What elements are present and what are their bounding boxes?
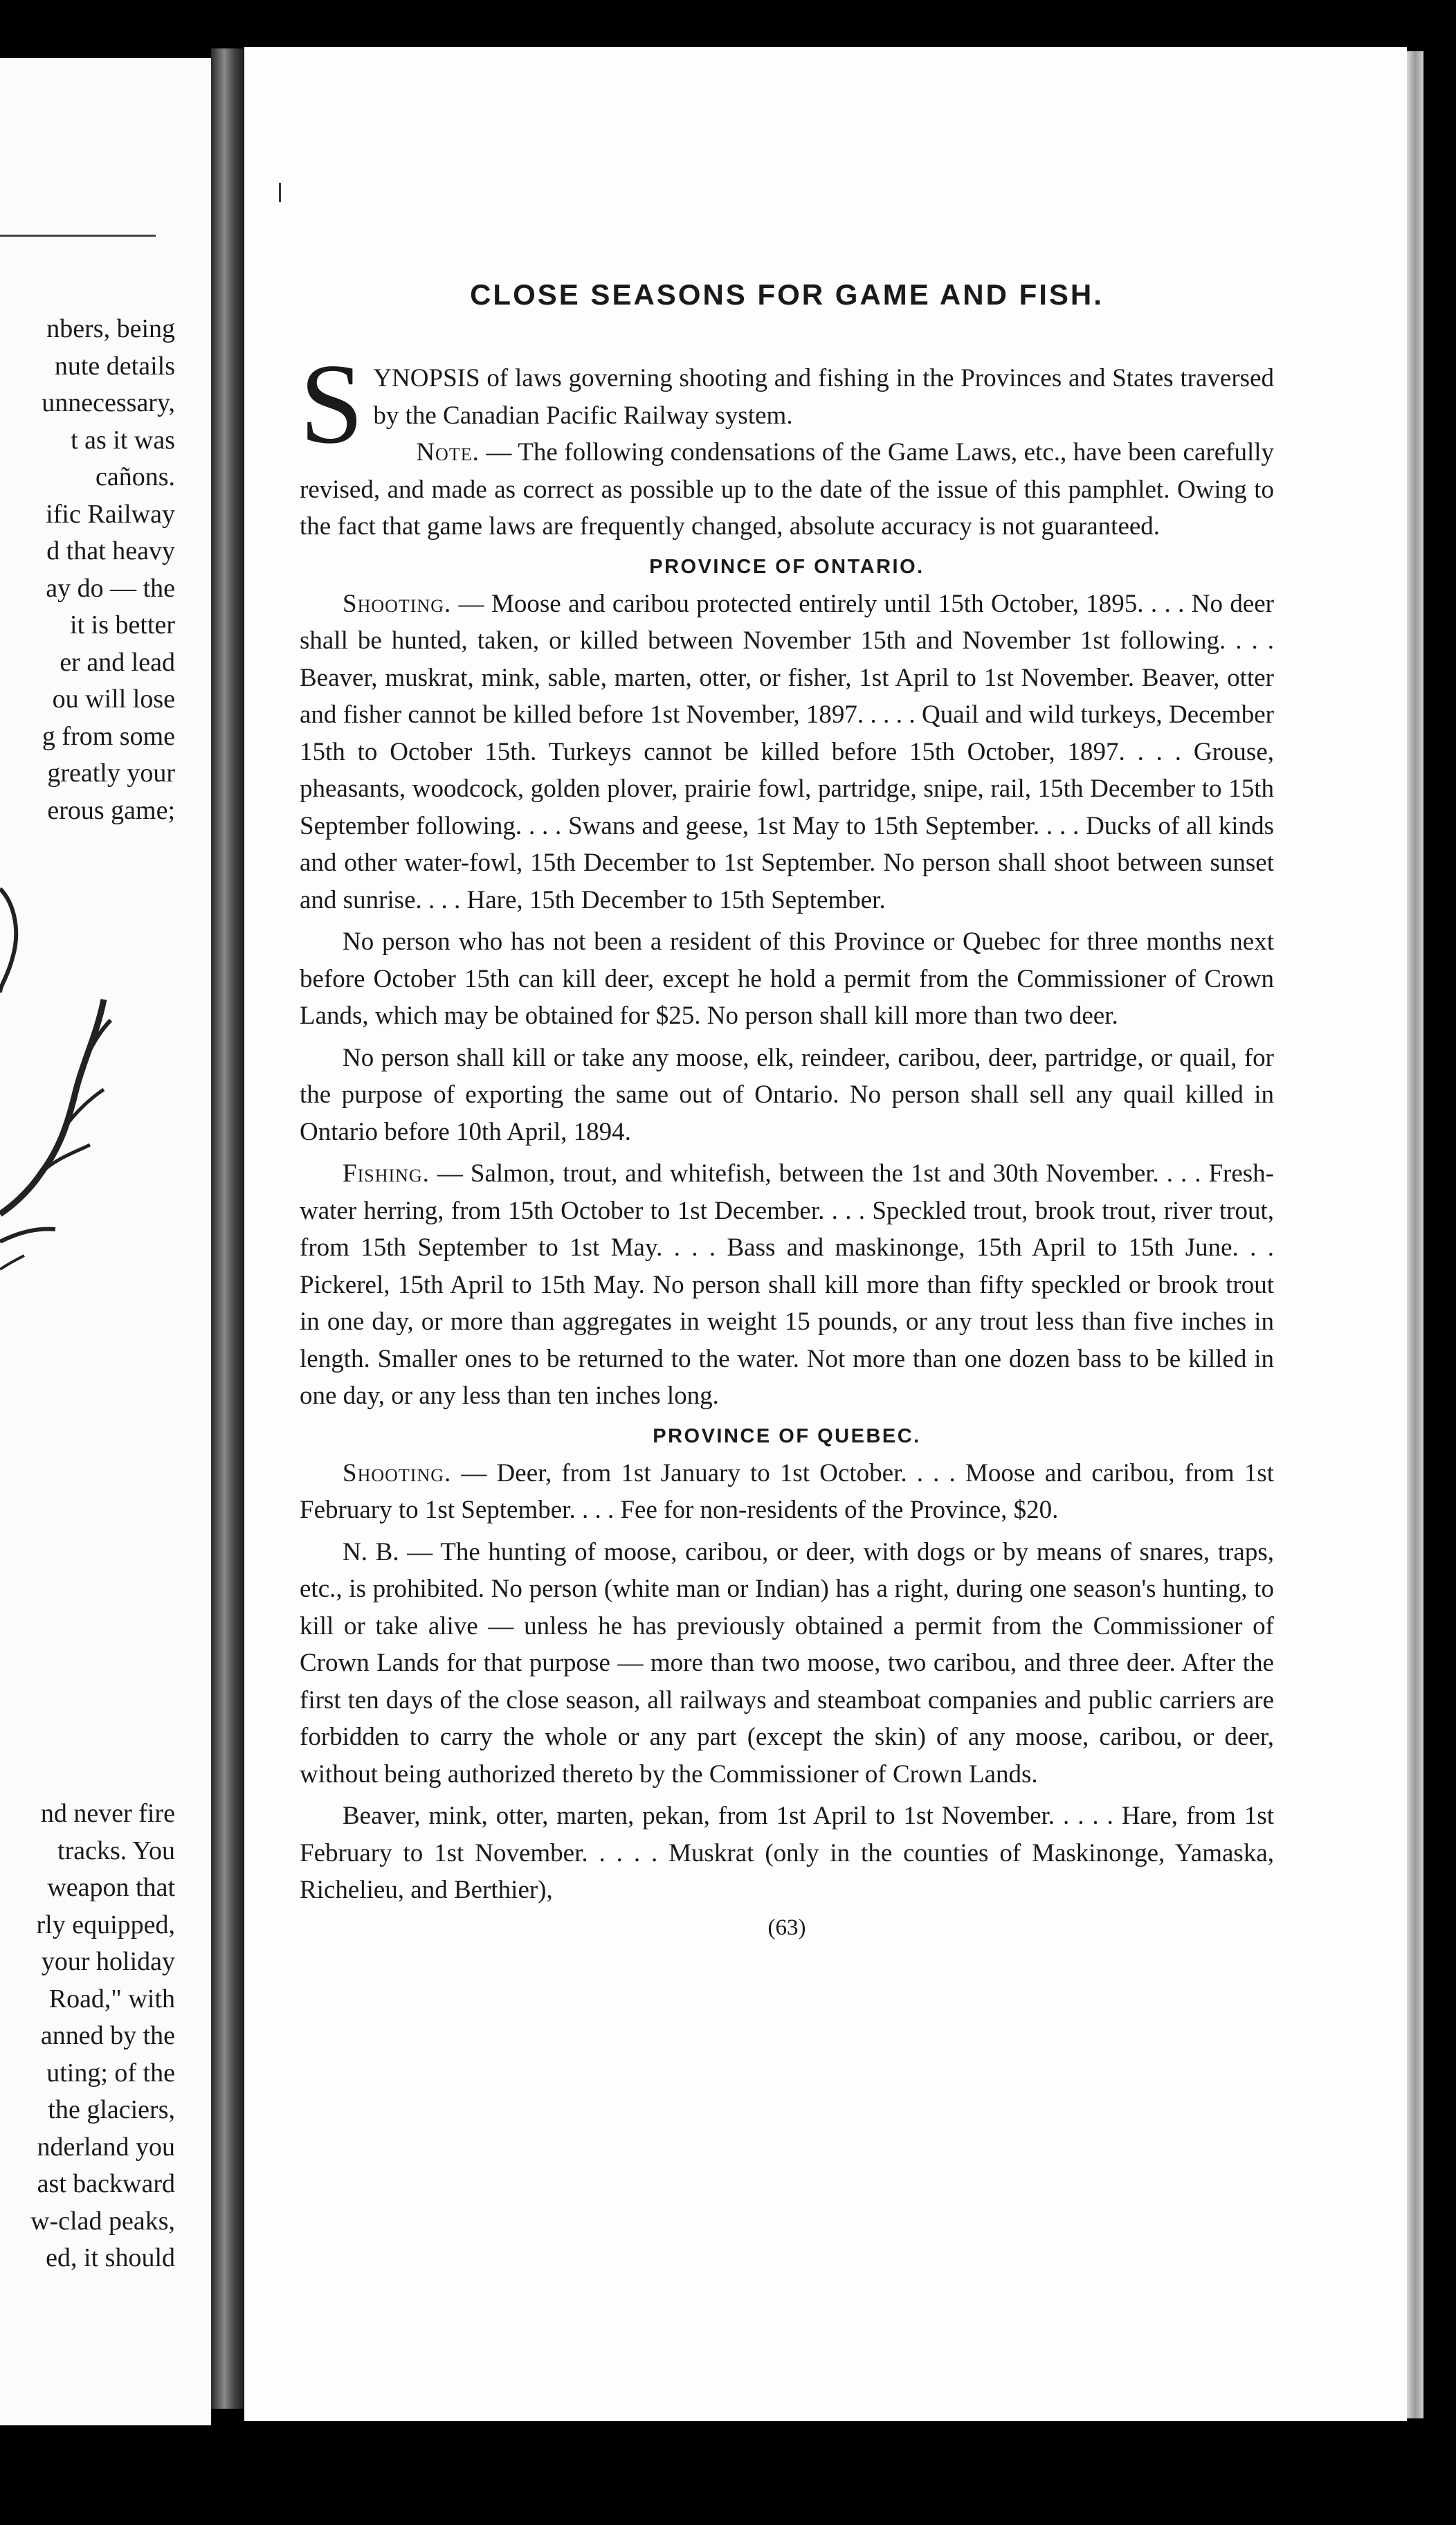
synopsis-text: YNOPSIS of laws governing shooting and fishing in the Provinces and States traversed by the Canadian Pacific Railway system. [373, 364, 1274, 430]
ontario-fishing-text: — Salmon, trout, and whitefish, between the 1st and 30th November. . . . Fresh-water herring, from 15th October to 1st December. . . . Speckled trout, brook trout, river trout, from 15th September to 1st May. . . . Bass and maskinonge, 15th April to 15th June. . . Pickerel, 15th April to 15th May. No person shall kill more than fifty speckled or brook trout in one day, or more than aggregates in weight 15 pounds, or any trout less than five inches in length. Smaller ones to be returned to the water. Not more than one dozen bass to be killed in one day, or any less than ten inches long. [300, 1159, 1274, 1410]
quebec-shooting-text: — Deer, from 1st January to 1st October. . . . Moose and caribou, from 1st February to 1st September. . . . Fee for non-residents of the Province, $20. [300, 1458, 1274, 1524]
left-page-line: unnecessary, [42, 388, 175, 417]
quebec-nb-label: N. B. [343, 1537, 399, 1566]
left-page-line: it is better [70, 610, 175, 640]
book-gutter [211, 48, 244, 2409]
left-page-line: your holiday [41, 1947, 175, 1976]
left-page-line: nbers, being [46, 314, 175, 343]
left-page-text-top [0, 311, 175, 829]
left-page-line: nderland you [37, 2132, 175, 2162]
left-page-line: ou will lose [52, 685, 175, 714]
ontario-heading: PROVINCE OF ONTARIO. [649, 555, 925, 578]
left-page-line: nute details [54, 351, 175, 381]
left-page-line: Road," with [48, 1984, 175, 2013]
margin-mark [279, 183, 281, 202]
quebec-nb-text: — The hunting of moose, caribou, or deer, with dogs or by means of snares, traps, etc., is prohibited. No person (white man or Indian) has a right, during one season's hunting, to kill or take alive — unless he has previously obtained a permit from the Commissioner of Crown Lands for that purpose — more than two moose, two caribou, and three deer. After the first ten days of the close season, all railways and steamboat companies and public carriers are forbidden to carry the whole or any part (except the skin) of any moose, caribou, or deer, without being authorized thereto by the Commissioner of Crown Lands. [300, 1537, 1274, 1789]
ontario-shooting-text: — Moose and caribou protected entirely until 15th October, 1895. . . . No deer shall be hunted, taken, or killed between November 15th and November 1st following. . . . Beaver, muskrat, mink, sable, marten, otter, or fisher, 1st April to 1st November. Beaver, otter and fisher cannot be killed before 1st November, 1897. . . . . Quail and wild turkeys, December 15th to October 15th. Turkeys cannot be killed before 15th October, 1897. . . . Grouse, pheasants, woodcock, golden plover, prairie fowl, partridge, snipe, rail, 15th December to 15th September following. . . . Swans and geese, 1st May to 15th September. . . . Ducks of all kinds and other water-fowl, 15th December to 1st September. No person shall shoot between sunset and sunrise. . . . Hare, 15th December to 15th September. [300, 589, 1274, 914]
left-page-line: d that heavy [46, 536, 175, 565]
left-page-line: ast backward [37, 2169, 175, 2198]
page-edge [1407, 51, 1423, 2418]
synopsis-paragraph [300, 340, 1274, 545]
left-page-line: rly equipped, [36, 1910, 175, 1939]
left-page-line: ay do — the [46, 573, 175, 603]
quebec-beaver-paragraph: Beaver, mink, otter, marten, pekan, from 1st April to 1st November. . . . . Hare, from 1st February to 1st November. . . . . Muskrat (only in the counties of Maskinonge, Yamaska, Richelieu, and Berthier), [300, 1802, 1274, 1904]
ontario-resident-paragraph: No person who has not been a resident of this Province or Quebec for three months next before October 15th can kill deer, except he hold a permit from the Commissioner of Crown Lands, which may be obtained for $25. No person shall kill more than two deer. [300, 927, 1274, 1030]
left-page-rule [0, 235, 156, 237]
left-page-line: w-clad peaks, [30, 2206, 175, 2236]
ontario-export-paragraph: No person shall kill or take any moose, elk, reindeer, caribou, deer, partridge, or quail, for the purpose of exporting the same out of Ontario. No person shall sell any quail killed in Ontario before 10th April, 1894. [300, 1043, 1274, 1146]
page-content [300, 255, 1274, 1946]
quebec-nb-paragraph [300, 1534, 1274, 1793]
left-page-line: anned by the [40, 2021, 175, 2050]
page-number: (63) [767, 1915, 806, 1940]
left-page-line: ific Railway [46, 499, 175, 529]
left-page-line: t as it was [71, 425, 175, 455]
left-page-line: g from some [42, 721, 175, 751]
left-page-line: erous game; [47, 795, 175, 825]
ontario-fishing-paragraph [300, 1155, 1274, 1415]
left-page-line: uting; of the [46, 2058, 175, 2088]
ontario-shooting-paragraph [300, 586, 1274, 919]
quebec-shooting-paragraph [300, 1455, 1274, 1529]
left-facing-page [0, 58, 211, 2425]
left-page-text-bottom [0, 1795, 175, 2277]
antler-illustration [0, 882, 138, 1311]
page-title: CLOSE SEASONS FOR GAME AND FISH. [470, 278, 1104, 311]
quebec-heading: PROVINCE OF QUEBEC. [653, 1424, 921, 1447]
left-page-line: weapon that [47, 1873, 175, 1902]
drop-cap: S [300, 340, 364, 467]
left-page-line: cañons. [95, 462, 175, 491]
left-page-line: ed, it should [46, 2243, 175, 2272]
left-page-line: greatly your [47, 759, 175, 788]
quebec-shooting-label: Shooting. [343, 1458, 452, 1487]
note-text: — The following condensations of the Game Laws, etc., have been carefully revised, and made as correct as possible up to the date of the issue of this pamphlet. Owing to the fact that game laws are frequently changed, absolute accuracy is not guaranteed. [300, 438, 1274, 541]
right-page [244, 47, 1407, 2421]
ontario-fishing-label: Fishing. [343, 1159, 430, 1188]
ontario-shooting-label: Shooting. [343, 589, 452, 618]
left-page-line: nd never fire [40, 1799, 175, 1828]
left-page-line: tracks. You [57, 1836, 175, 1865]
note-label: Note. [416, 438, 480, 467]
left-page-line: the glaciers, [48, 2095, 175, 2124]
left-page-line: er and lead [60, 647, 175, 677]
